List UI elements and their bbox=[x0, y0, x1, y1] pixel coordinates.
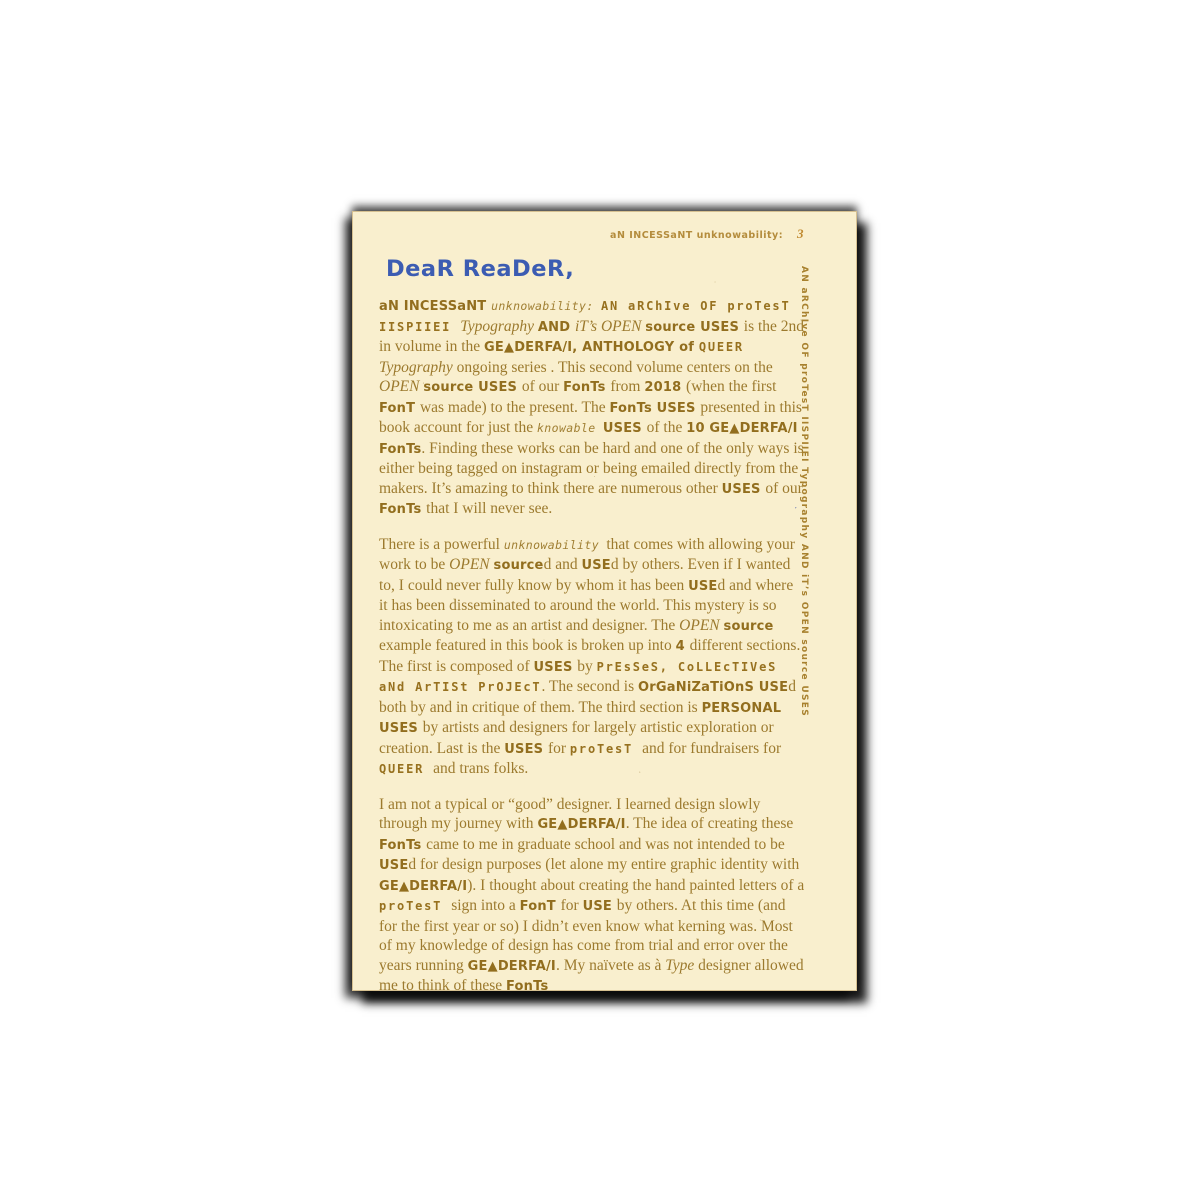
text-run: and trans folks. bbox=[433, 760, 529, 777]
text-run: d by others. Even if I wanted to, I could never fully know by whom it has been bbox=[379, 556, 791, 594]
text-run: USE bbox=[582, 899, 617, 914]
text-run: ). I thought about creating the hand painted letters of a bbox=[467, 876, 805, 894]
text-run: . The idea of creating these bbox=[625, 815, 794, 832]
text-run: for bbox=[560, 897, 583, 914]
text-run: GE▲DERFA/I bbox=[467, 958, 556, 974]
text-run: FonTs bbox=[379, 837, 427, 853]
text-run: GE▲DERFA/I bbox=[537, 817, 626, 832]
letter-body bbox=[379, 296, 805, 1012]
text-run: source USES bbox=[423, 380, 522, 395]
text-run: OPEN bbox=[679, 616, 724, 634]
paragraph-unknowability bbox=[379, 535, 805, 780]
text-run: that I will never see. bbox=[426, 500, 553, 517]
text-run: for bbox=[547, 739, 570, 757]
running-title: aN INCESSaNT unknowability: bbox=[610, 230, 783, 241]
text-run: . My naïvete as à bbox=[555, 956, 666, 974]
text-run: FonT bbox=[379, 400, 420, 416]
text-run: USE bbox=[688, 578, 718, 594]
text-run: I am not a typical or “good” designer. I learned design slowly through my journey with bbox=[379, 795, 761, 832]
text-run: USE bbox=[379, 858, 409, 873]
text-run: unknowability: bbox=[491, 299, 601, 313]
text-run: was made) to the present. The bbox=[419, 398, 610, 416]
text-run: came to me in graduate school and was not intended to be bbox=[426, 835, 785, 853]
text-run: iT’s bbox=[574, 317, 601, 335]
text-run: proTesT bbox=[379, 899, 452, 913]
text-run: from bbox=[610, 378, 645, 395]
text-run: example featured in this book is broken up into bbox=[379, 637, 676, 654]
text-run: OPEN bbox=[449, 556, 494, 573]
text-run: aN INCESSaNT bbox=[379, 299, 492, 314]
text-run: FonT bbox=[519, 899, 561, 914]
text-run: OrGaNiZaTiOnS USE bbox=[638, 680, 789, 695]
running-header bbox=[610, 226, 804, 242]
text-run: QUEER bbox=[379, 762, 434, 776]
text-run: Typography bbox=[460, 317, 538, 335]
text-run: (when the first bbox=[686, 378, 777, 395]
salutation: DeaR ReaDeR, bbox=[386, 256, 575, 282]
text-run: AN aRChIve OF proTesT IISPIIEI bbox=[379, 299, 791, 334]
page-number: 3 bbox=[797, 226, 804, 241]
text-run: d and bbox=[543, 556, 582, 573]
paragraph-designer bbox=[379, 795, 805, 997]
text-run: OPEN bbox=[600, 317, 646, 335]
text-run: USES bbox=[721, 481, 766, 497]
text-run: AND bbox=[537, 319, 575, 335]
text-run: Typography bbox=[379, 358, 457, 376]
sidebar-vertical-title: AN aRChIve OF proTesT IISPIIEI Typography AND iT’s OPEN source USES bbox=[799, 266, 809, 718]
text-run: USES bbox=[504, 741, 548, 757]
text-run: PrEsSeS, CoLLEcTIVeS aNd ArTISt PrOJEcT bbox=[379, 659, 778, 694]
text-run: QUEER bbox=[698, 340, 744, 354]
text-run: that comes with allowing your work to be bbox=[379, 535, 795, 573]
text-run: different sections. The first is composed of bbox=[379, 637, 801, 675]
text-run: and for fundraisers for bbox=[642, 739, 782, 757]
text-run: FonTs bbox=[506, 979, 549, 994]
text-run: designer allowed me to think of these bbox=[379, 956, 804, 994]
text-run: OPEN bbox=[379, 378, 424, 395]
text-run: unknowability bbox=[503, 537, 607, 552]
text-run: of our bbox=[765, 479, 803, 497]
text-run: USE bbox=[581, 558, 611, 573]
text-run: of our bbox=[521, 378, 564, 395]
text-run: FonTs bbox=[563, 380, 611, 395]
text-run: proTesT bbox=[569, 741, 643, 756]
text-run: 10 GE▲DERFA/I FonTs bbox=[379, 421, 798, 457]
text-run: knowable bbox=[536, 421, 603, 435]
text-run: GE▲DERFA/I bbox=[379, 878, 468, 894]
text-run: sign into a bbox=[451, 897, 520, 914]
text-run: 2018 bbox=[644, 380, 687, 395]
text-run: ongoing series . This second volume centers on the bbox=[456, 358, 773, 376]
book-page bbox=[352, 211, 857, 994]
text-run: source bbox=[493, 558, 544, 573]
text-run: USES bbox=[533, 659, 578, 675]
text-run: d and where it has been disseminated to around the world. This mystery is so intoxicating to me as an artist and designer. The bbox=[379, 576, 794, 634]
text-run: There is a powerful bbox=[379, 535, 504, 553]
text-run: USES bbox=[602, 421, 647, 436]
text-run: is the 2nd in volume in the bbox=[379, 317, 805, 355]
text-run: FonTs bbox=[379, 502, 427, 517]
text-run: FonTs USES bbox=[609, 400, 701, 416]
text-run: Type bbox=[665, 956, 699, 974]
text-run: . Finding these works can be hard and one of the only ways is either being tagged on instagram or being emailed directly from the makers. It’s amazing to think there are numerous other bbox=[379, 439, 804, 497]
text-run: presented in this book account for just the bbox=[379, 398, 802, 436]
text-run: by others. At this time (and for the first year or so) I didn’t even know what kerning was. Most of my knowledge of design has come from trial and error over the years running bbox=[379, 897, 793, 974]
text-run: source bbox=[723, 618, 774, 634]
text-run: d for design purposes (let alone my entire graphic identity with bbox=[408, 856, 800, 873]
text-run: PERSONAL USES bbox=[379, 700, 782, 736]
paragraph-intro bbox=[379, 296, 805, 520]
text-run: d both by and in critique of them. The third section is bbox=[379, 678, 796, 716]
text-run: . The second is bbox=[541, 678, 639, 695]
text-run: source USES bbox=[645, 319, 744, 335]
text-run: by bbox=[577, 657, 597, 675]
text-run: of the bbox=[646, 419, 687, 436]
text-run: GE▲DERFA/I, ANTHOLOGY of bbox=[484, 340, 699, 355]
text-run: by artists and designers for largely artistic exploration or creation. Last is the bbox=[379, 719, 774, 757]
text-run: 4 bbox=[675, 639, 690, 654]
